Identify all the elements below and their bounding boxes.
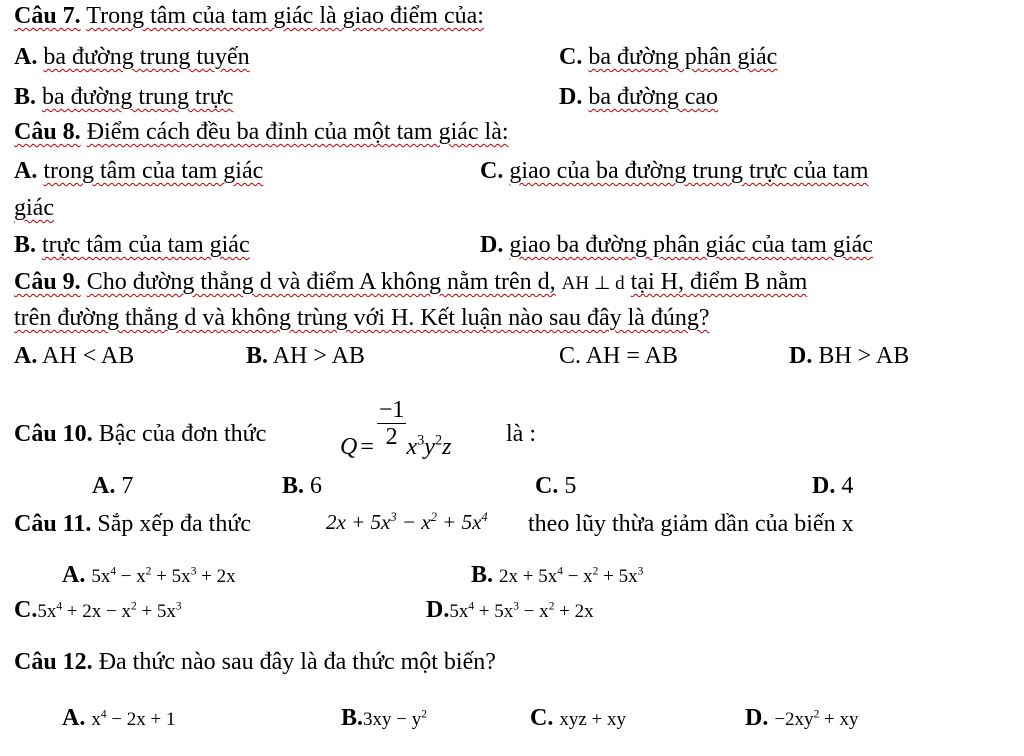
question-text: Bậc của đơn thức <box>98 421 267 447</box>
option-label-c: C. <box>535 473 559 499</box>
question-10-options <box>0 474 1024 514</box>
option-text-a: ba đường trung tuyến <box>43 44 250 70</box>
option-math-d <box>449 601 593 622</box>
expr-part: + 5x <box>151 566 191 587</box>
option-label-d: D. <box>426 597 450 623</box>
expr-exp: 3 <box>390 509 397 524</box>
question-12-stem <box>0 650 1024 690</box>
expr-part: + 5x <box>136 601 176 622</box>
option-text-a: 7 <box>121 473 134 499</box>
expr-exponent: 3 <box>513 600 519 613</box>
question-7-options-row-1 <box>0 45 1024 85</box>
option-label-a: A. <box>92 473 116 499</box>
expr-var: x <box>406 433 418 460</box>
option-label-b: B. <box>282 473 305 499</box>
expr-exp: 2 <box>430 509 437 524</box>
question-text-end: là : <box>506 421 536 447</box>
expr-var: y <box>424 433 435 460</box>
option-label-a: A. <box>14 158 38 184</box>
option-label-d: D. <box>789 343 813 369</box>
expr-var-q: Q <box>340 433 358 460</box>
option-label-c: C. <box>530 705 554 731</box>
question-9-stem <box>0 270 1024 310</box>
expr-exponent: 2 <box>130 600 137 613</box>
expr-exponent: 4 <box>468 600 475 613</box>
expr-exponent: 2 <box>145 565 152 578</box>
option-text-d: ba đường cao <box>588 84 718 110</box>
option-math-a <box>91 566 235 587</box>
question-label: Câu 9. <box>14 269 81 295</box>
option-text-c: giao của ba đường trung trực của tam <box>509 158 869 184</box>
fraction-denominator: 2 <box>385 424 398 451</box>
expr-exponent: 4 <box>56 600 63 613</box>
expr-part: + 5x <box>598 566 638 587</box>
option-label-d: D. <box>559 84 583 110</box>
option-text-b: ba đường trung trực <box>42 84 234 110</box>
monomial-expression <box>340 397 452 460</box>
option-math-b <box>363 709 427 730</box>
question-8-option-c-wrap <box>0 196 1024 236</box>
option-label-c: C. <box>559 343 582 369</box>
expr-part: + xy <box>819 709 859 730</box>
option-text-c-continued: giác <box>14 195 54 221</box>
option-label-a: A. <box>14 343 38 369</box>
option-text-d: giao ba đường phân giác của tam giác <box>509 232 873 258</box>
polynomial-expression <box>326 509 488 534</box>
option-text-b: trực tâm của tam giác <box>42 232 250 258</box>
expr-exponent: 3 <box>637 565 644 578</box>
question-8-options-row-1 <box>0 159 1024 199</box>
option-text-c: ba đường phân giác <box>588 44 778 70</box>
question-9-stem-line-2 <box>0 306 1024 346</box>
fraction <box>377 398 407 451</box>
expr-exponent: 4 <box>557 565 563 578</box>
option-label-b: B. <box>14 232 37 258</box>
expr-part: + 2x <box>554 601 594 622</box>
expr-exponent: 2 <box>548 600 555 613</box>
option-math-a <box>91 709 175 730</box>
perpendicular-expression: AH ⊥ d <box>561 273 625 294</box>
expr-exponent: 4 <box>110 565 117 578</box>
question-text: Điểm cách đều ba đỉnh của một tam giác là: <box>86 119 509 145</box>
option-text-c: 5 <box>564 473 577 499</box>
expr-exponent: 3 <box>175 600 182 613</box>
expr-part: + 5x <box>474 601 514 622</box>
question-8-options-row-2 <box>0 233 1024 273</box>
option-math-b <box>499 566 643 587</box>
question-text: Trong tâm của tam giác là giao điểm của: <box>86 3 484 29</box>
question-text: Cho đường thẳng d và điểm A không nằm trên d, <box>86 269 556 295</box>
question-text-line-2: trên đường thẳng d và không trùng với H. Kết luận nào sau đây là đúng? <box>14 305 710 331</box>
question-text-continued: tại H, điểm B nằm <box>630 269 808 295</box>
question-10-stem <box>0 397 1024 464</box>
expr-exp: 3 <box>417 432 425 449</box>
expr-part: + 2x − x <box>62 601 131 622</box>
expr-part: − 2x + 1 <box>106 709 176 730</box>
expr-part: 2x + 5x <box>326 510 391 534</box>
option-text-a: trong tâm của tam giác <box>43 158 264 184</box>
option-math-b: AH > AB <box>272 343 365 369</box>
expr-part: 2x + 5x <box>499 566 558 587</box>
expr-part: + 5x <box>436 510 482 534</box>
option-label-d: D. <box>480 232 504 258</box>
option-label-b: B. <box>246 343 269 369</box>
expr-part: − x <box>396 510 431 534</box>
expr-part: 3xy − y <box>363 709 422 730</box>
expr-exponent: 3 <box>190 565 197 578</box>
option-math-c: AH = AB <box>585 343 678 369</box>
option-math-c <box>37 601 181 622</box>
expr-equals: = <box>360 433 374 460</box>
question-text: Đa thức nào sau đây là đa thức một biến? <box>98 649 496 675</box>
expr-exponent: 4 <box>100 708 107 721</box>
question-label: Câu 8. <box>14 119 81 145</box>
question-text-continued: theo lũy thừa giảm dần của biến x <box>528 511 854 537</box>
question-11-stem <box>0 509 1024 552</box>
question-12-options <box>0 706 1024 746</box>
option-label-d: D. <box>812 473 836 499</box>
option-label-b: B. <box>14 84 37 110</box>
question-text: Sắp xếp đa thức <box>97 511 251 537</box>
option-math-a: AH < AB <box>42 343 135 369</box>
option-label-b: B. <box>341 705 364 731</box>
question-label: Câu 12. <box>14 649 93 675</box>
question-label: Câu 11. <box>14 511 92 537</box>
question-11-options-row-2 <box>0 598 1024 638</box>
question-9-options <box>0 344 1024 384</box>
option-math-d: BH > AB <box>818 343 910 369</box>
fraction-numerator: −1 <box>378 397 405 423</box>
question-11-options-row-1 <box>0 563 1024 603</box>
option-label-a: A. <box>62 562 86 588</box>
expr-exponent: 2 <box>813 708 820 721</box>
question-8-stem <box>0 120 1024 160</box>
option-label-d: D. <box>745 705 769 731</box>
option-label-a: A. <box>62 705 86 731</box>
expr-exponent: 2 <box>421 708 427 721</box>
expr-part: 5x <box>37 601 57 622</box>
option-label-c: C. <box>559 44 583 70</box>
option-label-a: A. <box>14 44 38 70</box>
option-text-d: 4 <box>841 473 854 499</box>
expr-part: + 2x <box>196 566 236 587</box>
expr-exp: 4 <box>481 509 488 524</box>
question-label: Câu 10. <box>14 421 93 447</box>
expr-part: − x <box>518 601 549 622</box>
expr-part: − x <box>116 566 146 587</box>
option-label-b: B. <box>471 562 494 588</box>
question-label: Câu 7. <box>14 3 81 29</box>
expr-part: 5x <box>91 566 111 587</box>
expr-exponent: 2 <box>592 565 599 578</box>
expr-part: 5x <box>449 601 469 622</box>
option-math-c: xyz + xy <box>559 709 626 730</box>
question-7-stem <box>0 4 1024 44</box>
option-math-d <box>774 709 858 730</box>
expr-part: − x <box>562 566 593 587</box>
expr-exp: 2 <box>434 432 443 449</box>
expr-part: x <box>91 709 101 730</box>
option-label-c: C. <box>14 597 38 623</box>
option-text-b: 6 <box>310 473 323 499</box>
expr-var: z <box>442 433 452 460</box>
expr-part: −2xy <box>774 709 814 730</box>
option-label-c: C. <box>480 158 504 184</box>
